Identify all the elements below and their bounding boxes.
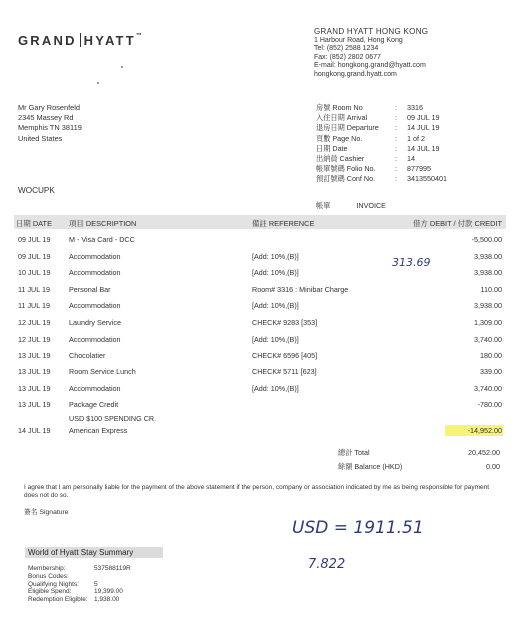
liability-statement: I agree that I am personally liable for the payment of the above statement if the person, company or association indicated by me as being responsible for payment does not do so. xyxy=(24,484,490,500)
account-type: 帳單 INVOICE xyxy=(316,201,386,210)
table-row: 11 JUL 19 Personal Bar Room# 3316 : Minibar Charge 110.00 xyxy=(18,285,502,294)
folio-info xyxy=(316,103,447,185)
guest-address: Mr Gary Rosenfeld 2345 Massey Rd Memphis TN 38119 United States xyxy=(18,103,82,143)
col-amount-header: 借方 DEBIT / 付款 CREDIT xyxy=(413,219,502,228)
table-row: 12 JUL 19 Laundry Service CHECK# 9283 [353] 1,309.00 xyxy=(18,318,502,327)
balance-value: 0.00 xyxy=(486,462,500,471)
woh-title: World of Hyatt Stay Summary xyxy=(28,548,134,557)
table-row: 11 JUL 19 Accommodation [Add: 10%,(B)] 3,938.00 xyxy=(18,301,502,310)
info-row: 退房日期 Departure : 14 JUL 19 xyxy=(316,123,440,133)
info-row: 房號 Room No : 3316 xyxy=(316,103,423,112)
table-row: 09 JUL 19 Accommodation [Add: 10%,(B)] 3,938.00 xyxy=(18,252,502,261)
info-row: 頁數 Page No. : 1 of 2 xyxy=(316,133,425,143)
table-row-note: USD $100 SPENDING CR. xyxy=(69,414,157,423)
woh-summary: Membership: 537588119R Bonus Codes: Qualifying Nights: 5 Eligible Spend: 19,399.00 Redemption Eligible: 1,938.00 xyxy=(28,565,131,604)
hotel-name: GRAND HYATT HONG KONG xyxy=(314,27,429,36)
table-row: 09 JUL 19 M - Visa Card - DCC -5,500.00 xyxy=(18,235,502,244)
reference-code: WOCUPK xyxy=(18,186,55,195)
handwritten-note: 313.69 xyxy=(392,256,431,269)
info-row: 帳單號碼 Folio No. : 877995 xyxy=(316,164,431,174)
col-desc-header: 項目 DESCRIPTION xyxy=(69,219,137,228)
table-header xyxy=(14,215,506,229)
total-label: 總計 Total xyxy=(338,448,370,457)
info-row: 出納員 Cashier : 14 xyxy=(316,154,415,164)
handwritten-rate: 7.822 xyxy=(308,557,346,572)
table-row: 13 JUL 19 Package Credit -780.00 xyxy=(18,400,502,409)
balance-label: 餘額 Balance (HKD) xyxy=(338,462,403,471)
hotel-address: GRAND HYATT HONG KONG 1 Harbour Road, Hong Kong Tel: (852) 2588 1234 Fax: (852) 2802 0677 E-mail: hongkong.grand@hyatt.com hongkong.grand.hyatt.com xyxy=(314,27,429,78)
total-value: 20,452.00 xyxy=(468,448,500,457)
table-row: 12 JUL 19 Accommodation [Add: 10%,(B)] 3,740.00 xyxy=(18,335,502,344)
info-row: 日期 Date : 14 JUL 19 xyxy=(316,143,440,153)
table-row: 13 JUL 19 Accommodation [Add: 10%,(B)] 3,740.00 xyxy=(18,384,502,393)
info-row: 入住日期 Arrival : 09 JUL 19 xyxy=(316,113,440,123)
col-date-header: 日期 DATE xyxy=(16,219,52,228)
signature-label: 簽名 Signature xyxy=(24,509,69,516)
info-row: 預訂號碼 Conf No. : 3413550401 xyxy=(316,174,447,184)
table-row: 10 JUL 19 Accommodation [Add: 10%,(B)] 3,938.00 xyxy=(18,268,502,277)
hotel-logo: GRAND HYATT™ xyxy=(18,33,145,48)
table-row: 13 JUL 19 Chocolatier CHECK# 6596 [405] 180.00 xyxy=(18,351,502,360)
handwritten-usd-total: USD = 1911.51 xyxy=(292,518,424,538)
table-row: 14 JUL 19 American Express -14,952.00 xyxy=(18,426,502,435)
table-row: 13 JUL 19 Room Service Lunch CHECK# 5711 [623] 339.00 xyxy=(18,367,502,376)
col-ref-header: 備註 REFERENCE xyxy=(252,219,315,228)
